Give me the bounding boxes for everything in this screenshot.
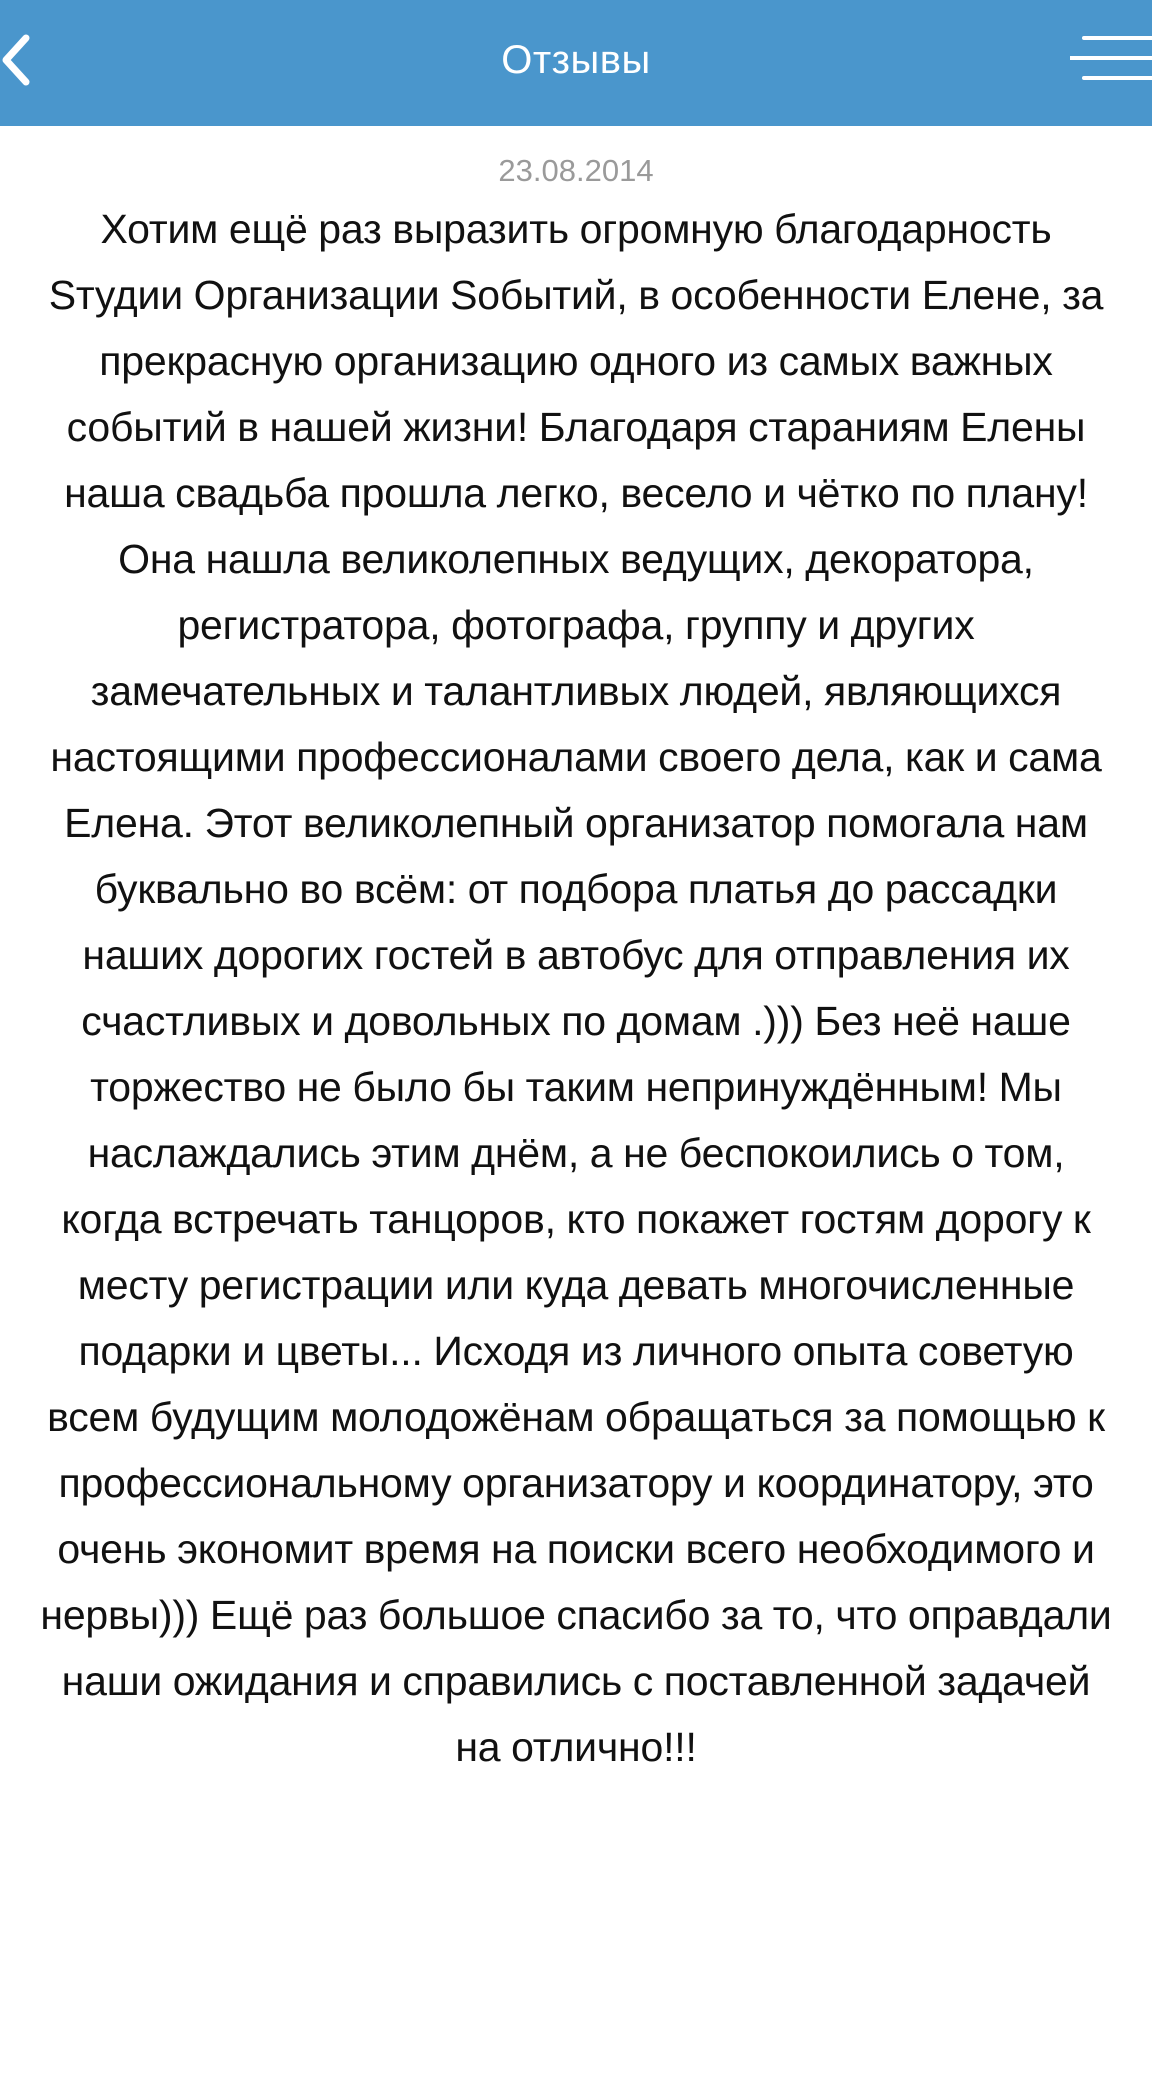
review-date: 23.08.2014 [498, 153, 654, 188]
top-navigation-bar [0, 0, 1152, 126]
review-text: Хотим ещё раз выразить огромную благодарность Sтудии Организации Sобытий, в особенности Елене, за прекрасную организацию одного из самых важных событий в нашей жизни! Благодаря стараниям Елены наша свадьба прошла легко, весело и чётко по плану! Она нашла великолепных ведущих, декоратора, регистратора, фотографа, группу и других замечательных и талантливых людей, являющихся настоящими профессионалами своего дела, как и сама Елена. Этот великолепный организатор помогала нам буквально во всём: от подбора платья до рассадки наших дорогих гостей в автобус для отправления их счастливых и довольных по домам .))) Без неё наше торжество не было бы таким непринуждённым! Мы наслаждались этим днём, а не беспокоились о том, когда встречать танцоров, кто покажет гостям дорогу к месту регистрации или куда девать многочисленные подарки и цветы... Исходя из личного опыта советую всем будущим молодожёнам обращаться за помощью к профессиональному организатору и координатору, это очень экономит время на поиски всего необходимого и нервы))) Ещё раз большое спасибо за то, что оправдали наши ожидания и справились с поставленной задачей на отлично!!! [40, 206, 1112, 1770]
page-title: Отзывы [501, 38, 651, 82]
menu-button[interactable] [1070, 30, 1152, 88]
review-item [36, 146, 1116, 1780]
hamburger-menu-icon [1070, 30, 1152, 88]
